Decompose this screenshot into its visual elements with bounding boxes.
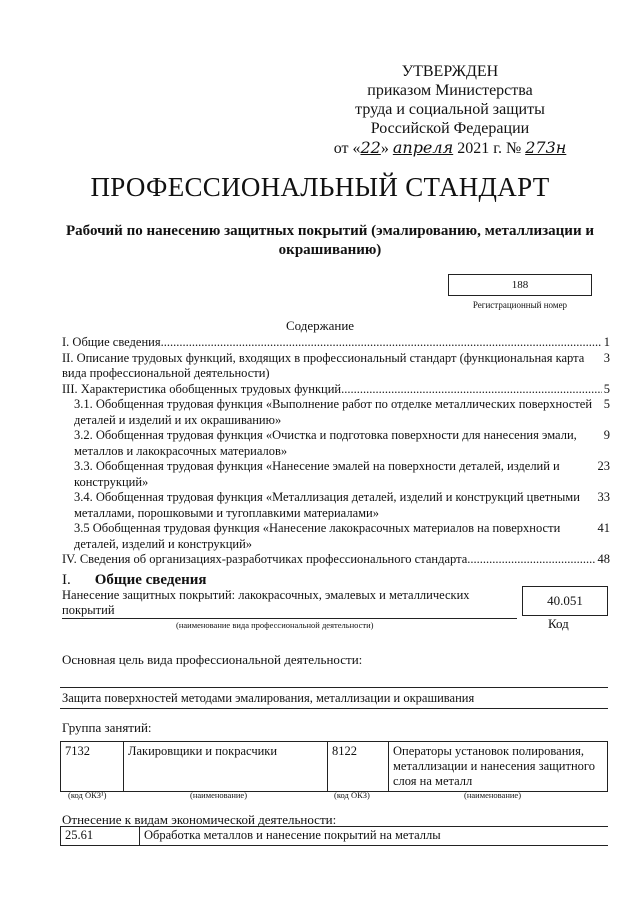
toc-entry-text: I. Общие сведения: [62, 335, 161, 349]
activity-kind-name: Нанесение защитных покрытий: лакокрасочных, эмалевых и металлических покрытий: [62, 588, 470, 617]
approval-block: [320, 62, 580, 158]
section-title: Общие сведения: [94, 572, 207, 588]
table-of-contents: [62, 335, 610, 568]
goal-text: [60, 687, 608, 709]
caption-okz-code-1: (код ОКЗ¹): [68, 790, 107, 800]
toc-entry-text: 3.1. Обобщенная трудовая функция «Выполнение работ по отделке металлических поверхностей деталей и изделий и их окрашиванию»: [74, 397, 593, 427]
toc-entry-page: 5: [603, 397, 610, 411]
activity-code-label: Код: [548, 616, 569, 631]
toc-entry-page: 1: [603, 335, 610, 349]
toc-entry-text: 3.5 Обобщенная трудовая функция «Нанесение лакокрасочных материалов на поверхности деталей, изделий и конструкций»: [74, 521, 561, 551]
toc-entry-3-2[interactable]: [62, 428, 610, 459]
caption-okz-name-2: (наименование): [464, 790, 522, 800]
document-subtitle: Рабочий по нанесению защитных покрытий (эмалированию, металлизации и окрашиванию): [66, 223, 594, 258]
okz-code-2: 8122: [328, 742, 389, 792]
date-day: 22: [360, 138, 381, 157]
okz-name-1: Лакировщики и покрасчики: [124, 742, 328, 792]
caption-okz-name-1: (наименование): [190, 790, 248, 800]
date-year: 2021 г. №: [453, 140, 526, 157]
economic-activity-label: Отнесение к видам экономической деятельности:: [62, 812, 337, 827]
activity-code-box: 40.051: [522, 586, 608, 616]
toc-entry-page: 41: [597, 521, 610, 535]
date-month: апреля: [392, 138, 454, 157]
occupation-group-label: Группа занятий:: [62, 720, 152, 735]
toc-entry-2[interactable]: [62, 351, 610, 382]
registration-number-box: 188: [448, 274, 592, 296]
toc-entry-3-4[interactable]: [62, 490, 610, 521]
okz-code-1: 7132: [61, 742, 124, 792]
toc-entry-page: 23: [597, 459, 610, 473]
toc-entry-3-1[interactable]: [62, 397, 610, 428]
goal-label: Основная цель вида профессиональной деятельности:: [62, 652, 363, 667]
table-row: [61, 742, 608, 792]
date-prefix: от «: [333, 140, 361, 157]
economic-activity-table: [60, 826, 608, 846]
approval-title: УТВЕРЖДЕН: [401, 63, 499, 80]
goal-text-value: Защита поверхностей методами эмалирования, металлизации и окрашивания: [62, 691, 475, 705]
toc-title: Содержание: [285, 318, 355, 333]
toc-entry-3[interactable]: [62, 382, 610, 398]
activity-kind-underline: [62, 618, 517, 619]
toc-entry-text: IV. Сведения об организациях-разработчиках профессионального стандарта: [62, 552, 468, 566]
okved-name: Обработка металлов и нанесение покрытий на металлы: [140, 827, 609, 846]
date-mid: »: [380, 140, 393, 157]
registration-number-label: Регистрационный номер: [472, 300, 568, 310]
toc-entry-page: 9: [603, 428, 610, 442]
approval-line-order: приказом Министерства: [367, 82, 533, 99]
toc-entry-1[interactable]: [62, 335, 610, 351]
toc-entry-page: 48: [597, 552, 610, 566]
toc-entry-text: 3.3. Обобщенная трудовая функция «Нанесение эмалей на поверхности деталей, изделий и конструкций»: [74, 459, 560, 489]
okz-name-2: Операторы установок полирования, металлизации и нанесения защитного слоя на металл: [389, 742, 608, 792]
toc-entry-page: 3: [603, 350, 610, 365]
toc-entry-4[interactable]: [62, 552, 610, 568]
toc-entry-page: 5: [603, 381, 610, 396]
section-heading: [62, 572, 207, 589]
toc-entry-text: 3.2. Обобщенная трудовая функция «Очистка и подготовка поверхности для нанесения эмали, металлов и лакокрасочных материалов»: [74, 428, 577, 458]
toc-entry-3-3[interactable]: [62, 459, 610, 490]
toc-entry-text: III. Характеристика обобщенных трудовых функций: [62, 381, 342, 396]
caption-okz-code-2: (код ОКЗ): [334, 790, 370, 800]
toc-entry-3-5[interactable]: [62, 521, 610, 552]
section-number: I.: [62, 572, 71, 588]
okved-code: 25.61: [61, 827, 140, 846]
document-title: ПРОФЕССИОНАЛЬНЫЙ СТАНДАРТ: [90, 172, 550, 202]
approval-line-country: Российской Федерации: [370, 120, 530, 137]
toc-entry-text: 3.4. Обобщенная трудовая функция «Металлизация деталей, изделий и конструкций цветными металлами, порошковыми и тугоплавкими материалами»: [74, 490, 580, 520]
occupation-group-table: [60, 741, 608, 792]
approval-date-line: [320, 138, 580, 158]
approval-line-ministry: труда и социальной защиты: [355, 101, 545, 118]
activity-kind-caption: (наименование вида профессиональной деятельности): [176, 620, 374, 630]
table-row: [61, 827, 609, 846]
order-number: 273н: [525, 138, 567, 157]
toc-entry-text: II. Описание трудовых функций, входящих в профессиональный стандарт (функциональная карта вида профессиональной деятельности): [62, 350, 585, 380]
toc-entry-page: 33: [597, 490, 610, 504]
